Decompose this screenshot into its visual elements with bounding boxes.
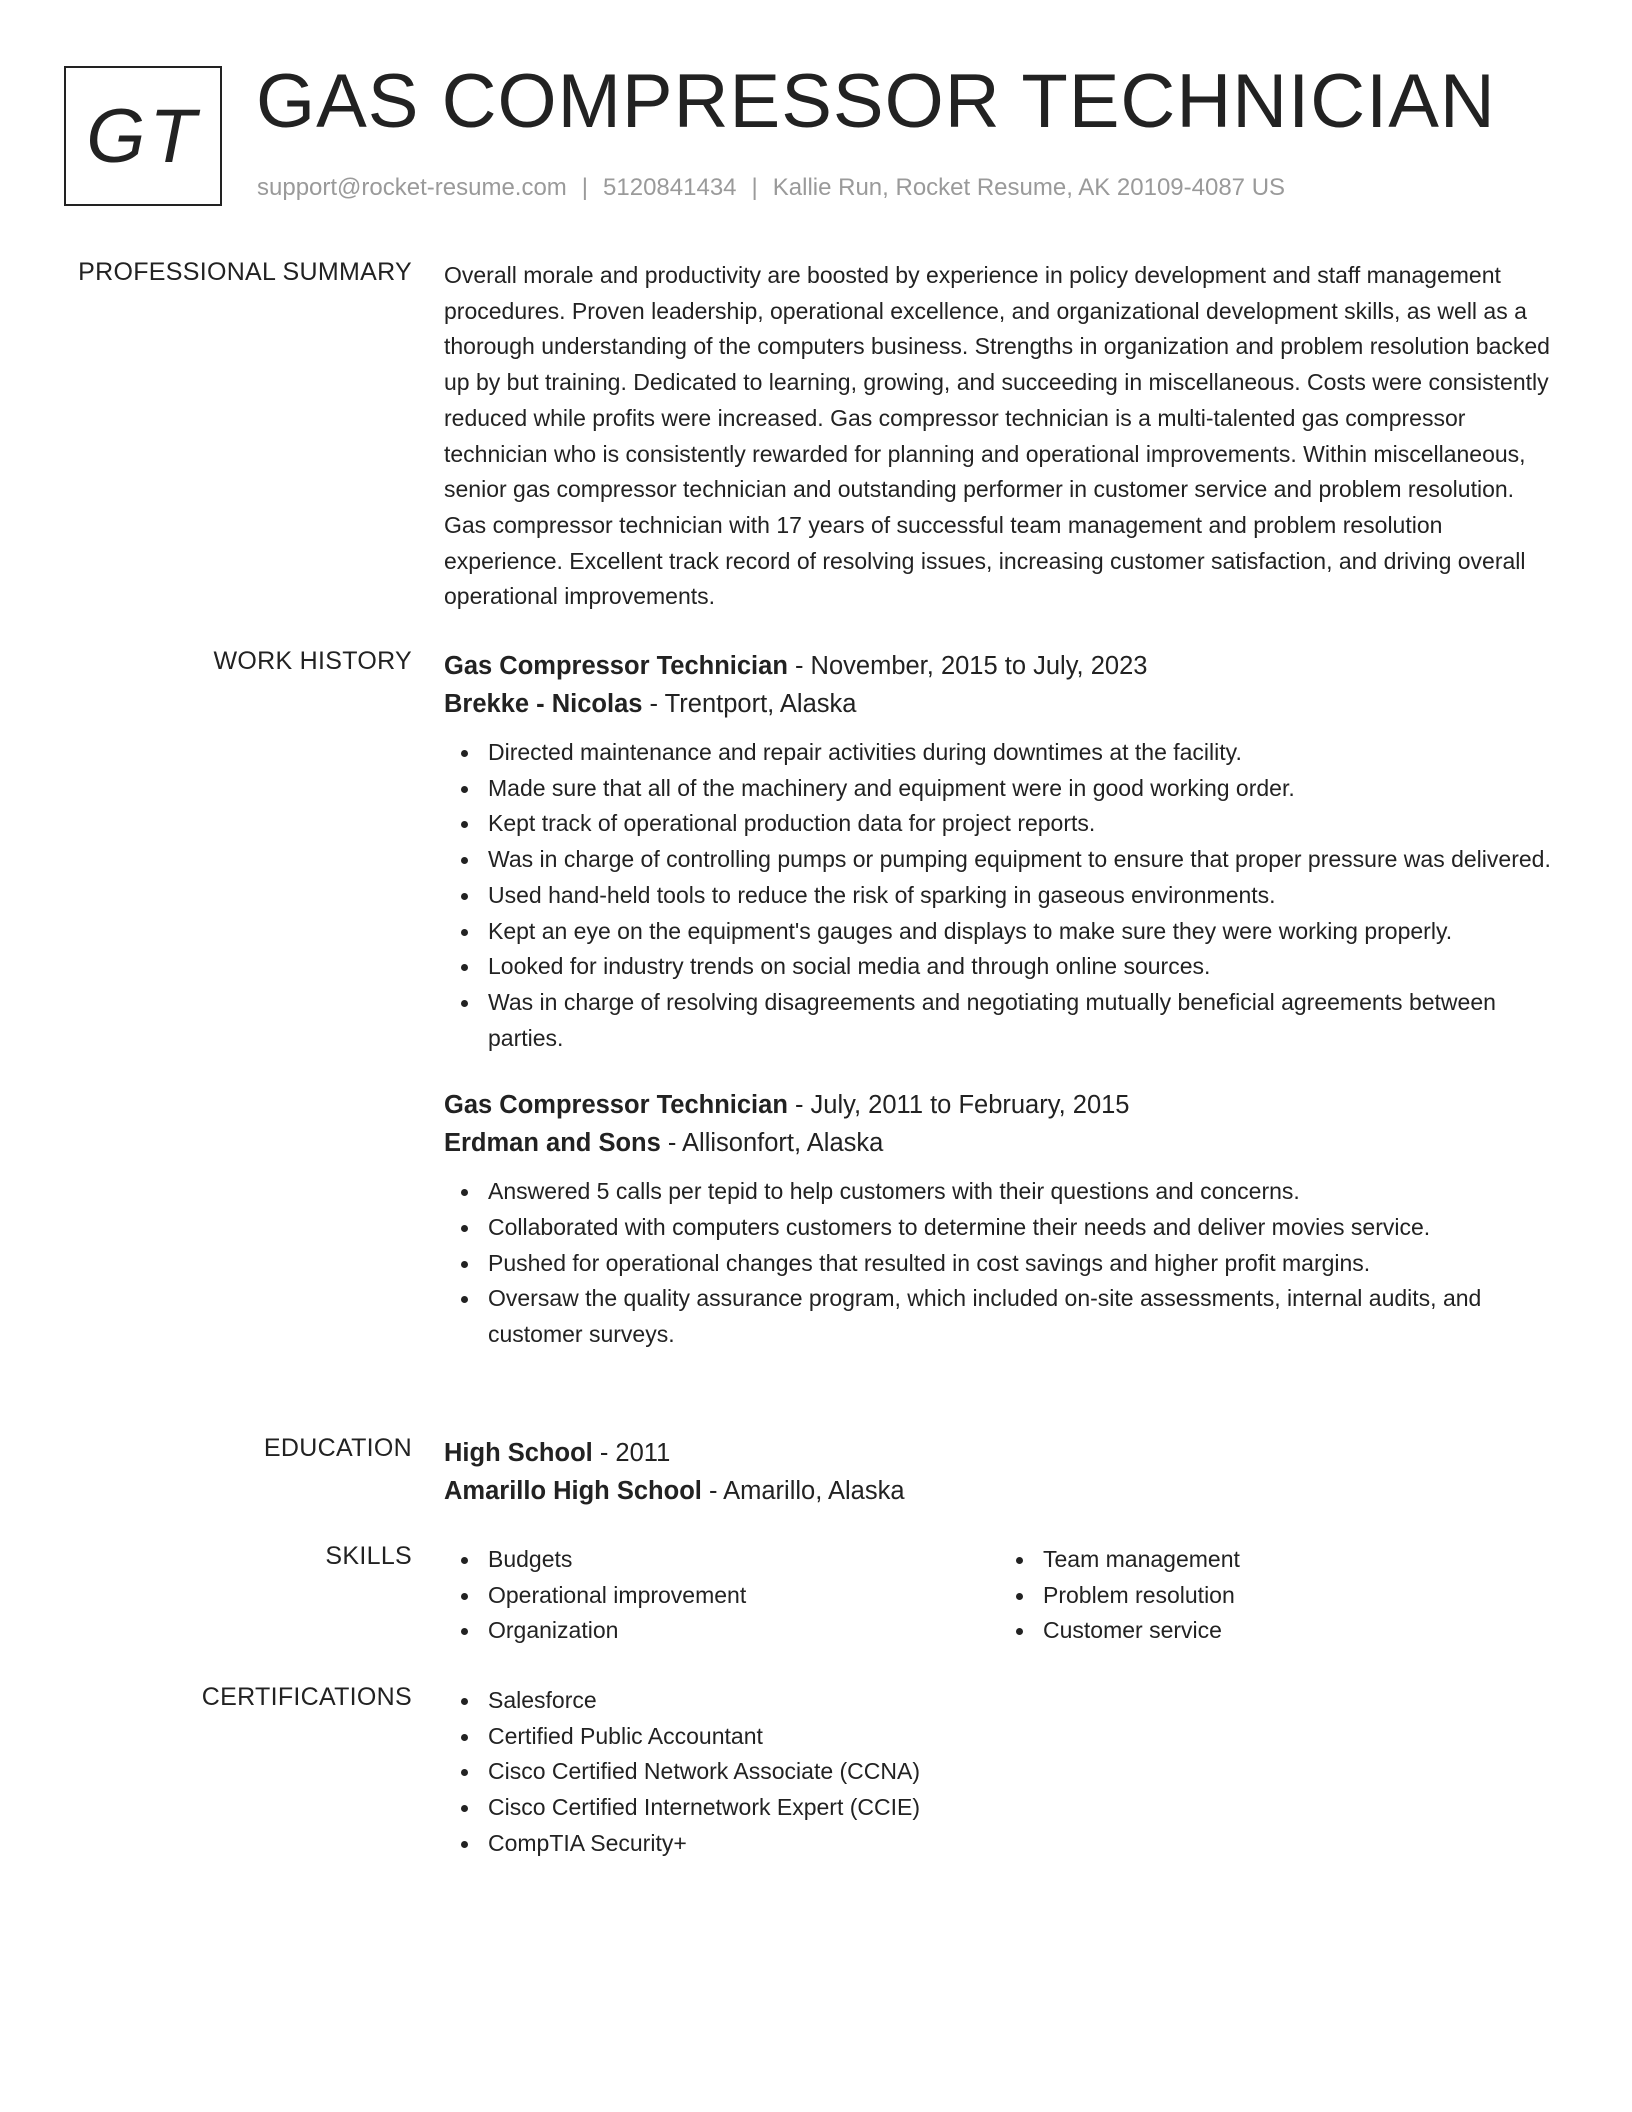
job-bullets bbox=[444, 735, 1554, 1056]
list-item: Pushed for operational changes that resulted in cost savings and higher profit margins. bbox=[488, 1246, 1554, 1282]
list-item: Organization bbox=[488, 1613, 999, 1649]
list-item: Certified Public Accountant bbox=[488, 1719, 1554, 1755]
section-label: EDUCATION bbox=[263, 1434, 412, 1462]
section-label: SKILLS bbox=[325, 1542, 412, 1570]
list-item: Collaborated with computers customers to determine their needs and deliver movies service. bbox=[488, 1210, 1554, 1246]
job-location: - Allisonfort, Alaska bbox=[660, 1129, 884, 1158]
summary-text: Overall morale and productivity are boosted by experience in policy development and staff management procedures. Proven leadership, operational excellence, and organizational development skills, as well as a thorough understanding of the computers business. Strengths in organization and problem resolution backed up by but training. Dedicated to learning, growing, and succeeding in miscellaneous. Costs were consistently reduced while profits were increased. Gas compressor technician is a multi-talented gas compressor technician who is consistently rewarded for planning and operational improvements. Within miscellaneous, senior gas compressor technician and outstanding performer in customer service and problem resolution. Gas compressor technician with 17 years of successful team management and problem resolution experience. Excellent track record of resolving issues, increasing customer satisfaction, and driving overall operational improvements. bbox=[444, 262, 1550, 610]
education-school: Amarillo High School bbox=[444, 1477, 702, 1505]
list-item: Kept an eye on the equipment's gauges and displays to make sure they were working properly. bbox=[488, 914, 1554, 950]
contact-separator: | bbox=[581, 174, 589, 201]
list-item: Team management bbox=[1043, 1542, 1554, 1578]
job-company: Erdman and Sons bbox=[444, 1129, 661, 1158]
section-content bbox=[444, 1683, 1554, 1862]
list-item: Used hand-held tools to reduce the risk of sparking in gaseous environments. bbox=[488, 878, 1554, 914]
job-title: Gas Compressor Technician bbox=[444, 1091, 788, 1120]
monogram-initials: GT bbox=[64, 66, 222, 206]
job-title-line bbox=[444, 647, 1554, 685]
list-item: Made sure that all of the machinery and equipment were in good working order. bbox=[488, 771, 1554, 807]
list-item: CompTIA Security+ bbox=[488, 1826, 1554, 1862]
job-bullets bbox=[444, 1174, 1554, 1353]
resume-title: GAS COMPRESSOR TECHNICIAN bbox=[256, 59, 1496, 144]
job-location: - Trentport, Alaska bbox=[642, 690, 857, 718]
section-content bbox=[444, 258, 1554, 615]
section-label: WORK HISTORY bbox=[213, 647, 412, 675]
education-degree: High School bbox=[444, 1439, 593, 1467]
list-item: Directed maintenance and repair activities during downtimes at the facility. bbox=[488, 735, 1554, 771]
section-label: CERTIFICATIONS bbox=[201, 1683, 412, 1711]
section-label: PROFESSIONAL SUMMARY bbox=[78, 258, 412, 286]
list-item: Problem resolution bbox=[1043, 1578, 1554, 1614]
job-company: Brekke - Nicolas bbox=[444, 690, 643, 718]
list-item: Was in charge of controlling pumps or pumping equipment to ensure that proper pressure was delivered. bbox=[488, 842, 1554, 878]
list-item: Budgets bbox=[488, 1542, 999, 1578]
job-title-line bbox=[444, 1086, 1554, 1124]
skills-list-left bbox=[444, 1542, 999, 1649]
list-item: Was in charge of resolving disagreements and negotiating mutually beneficial agreements between parties. bbox=[488, 985, 1554, 1056]
education-degree-line bbox=[444, 1434, 1554, 1472]
job-dates: - November, 2015 to July, 2023 bbox=[787, 652, 1148, 680]
list-item: Answered 5 calls per tepid to help customers with their questions and concerns. bbox=[488, 1174, 1554, 1210]
section-content bbox=[444, 647, 1554, 1353]
list-item: Kept track of operational production data for project reports. bbox=[488, 806, 1554, 842]
contact-address: Kallie Run, Rocket Resume, AK 20109-4087 US bbox=[772, 174, 1286, 201]
section-content bbox=[444, 1434, 1554, 1510]
list-item: Operational improvement bbox=[488, 1578, 999, 1614]
skills-list-right bbox=[999, 1542, 1554, 1649]
list-item: Oversaw the quality assurance program, which included on-site assessments, internal audits, and customer surveys. bbox=[488, 1281, 1554, 1352]
job-dates: - July, 2011 to February, 2015 bbox=[787, 1091, 1130, 1120]
contact-phone[interactable]: 5120841434 bbox=[603, 174, 737, 201]
list-item: Looked for industry trends on social media and through online sources. bbox=[488, 949, 1554, 985]
contact-separator: | bbox=[751, 174, 758, 201]
contact-line bbox=[257, 174, 1285, 202]
contact-email[interactable]: support@rocket-resume.com bbox=[257, 174, 567, 201]
education-year: - 2011 bbox=[592, 1439, 671, 1467]
job-title: Gas Compressor Technician bbox=[444, 652, 788, 680]
list-item: Cisco Certified Internetwork Expert (CCIE) bbox=[488, 1790, 1554, 1826]
list-item: Cisco Certified Network Associate (CCNA) bbox=[488, 1754, 1554, 1790]
section-content bbox=[444, 1542, 1554, 1649]
list-item: Customer service bbox=[1043, 1613, 1554, 1649]
list-item: Salesforce bbox=[488, 1683, 1554, 1719]
education-school-line bbox=[444, 1472, 1554, 1510]
job-entry bbox=[444, 647, 1554, 1056]
education-location: - Amarillo, Alaska bbox=[701, 1477, 905, 1505]
job-company-line bbox=[444, 685, 1554, 723]
job-company-line bbox=[444, 1124, 1554, 1162]
certifications-list bbox=[444, 1683, 1554, 1862]
job-entry bbox=[444, 1086, 1554, 1353]
